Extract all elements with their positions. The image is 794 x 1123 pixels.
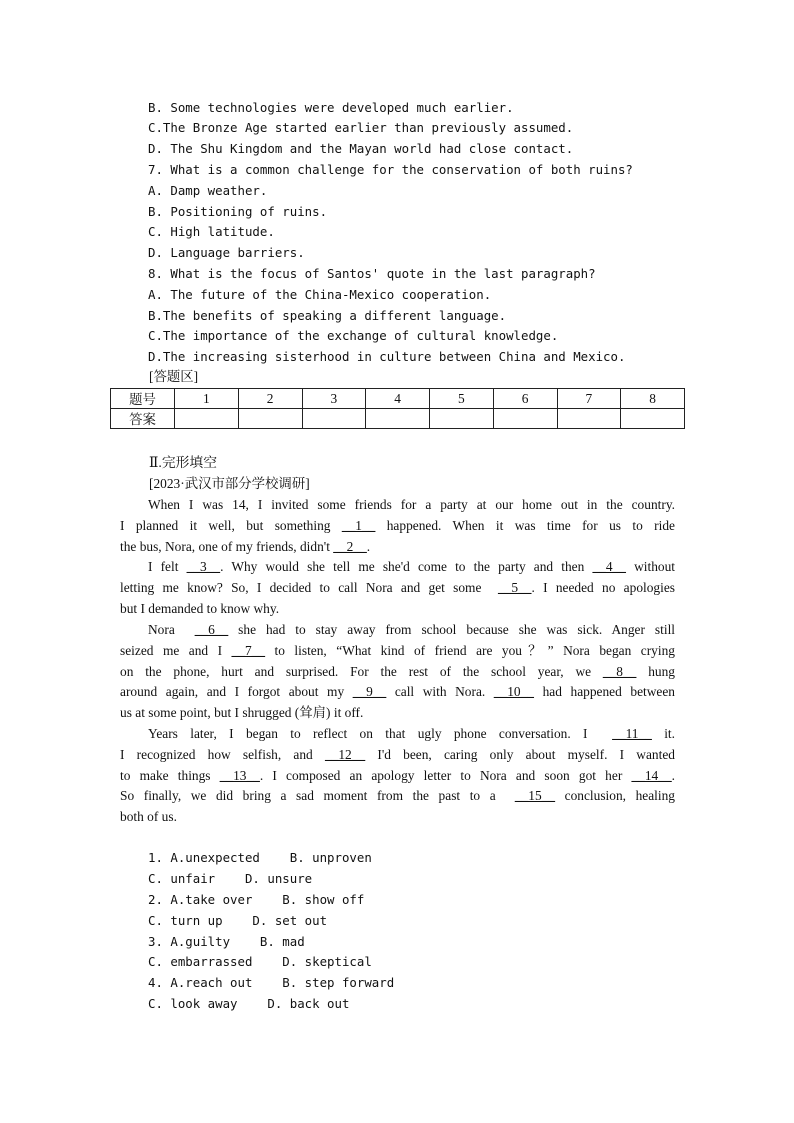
question-number-cell: 2 xyxy=(238,389,302,409)
option-line: C. embarrassed D. skeptical xyxy=(148,954,372,969)
passage-line: Years later, I began to reflect on that ugly phone conversation. I __11__ it. xyxy=(148,726,675,741)
answer-cell[interactable] xyxy=(366,409,430,429)
passage-paragraph-4 xyxy=(120,724,675,828)
option-line: B.The benefits of speaking a different language. xyxy=(148,308,507,323)
passage-line: us at some point, but I shrugged (耸肩) it off. xyxy=(120,705,364,721)
passage-line: letting me know? So, I decided to call Nora and get some __5__. I needed no apologies xyxy=(120,579,676,595)
answer-cell[interactable] xyxy=(430,409,494,429)
blank-number: __15__ xyxy=(514,788,556,804)
question-number-cell: 3 xyxy=(302,389,366,409)
option-line: C. look away D. back out xyxy=(148,996,350,1011)
passage-line: I felt __3__. Why would she tell me she'd come to the party and then __4__ without xyxy=(148,559,676,574)
blank-number: __9__ xyxy=(352,684,387,700)
passage-line: on the phone, hurt and surprised. For the rest of the school year, we __8__ hung xyxy=(120,663,675,679)
answer-cell[interactable] xyxy=(493,409,557,429)
section-heading: Ⅱ.完形填空 xyxy=(149,455,218,470)
option-line: C.The importance of the exchange of cultural knowledge. xyxy=(148,328,559,343)
answer-cell[interactable] xyxy=(302,409,366,429)
blank-number: __14__ xyxy=(631,767,672,783)
question-number-cell: 7 xyxy=(557,389,621,409)
option-line: D. Language barriers. xyxy=(148,245,305,260)
answer-cell[interactable] xyxy=(238,409,302,429)
option-line: C.The Bronze Age started earlier than previously assumed. xyxy=(148,120,574,135)
blank-number: __6__ xyxy=(194,622,229,637)
question-number-cell: 8 xyxy=(621,389,685,409)
blank-number: __4__ xyxy=(592,559,626,574)
answer-cell[interactable] xyxy=(621,409,685,429)
blank-number: __7__ xyxy=(231,642,266,658)
blank-number: __3__ xyxy=(186,559,221,574)
option-line: 2. A.take over B. show off xyxy=(148,892,365,907)
option-line: 3. A.guilty B. mad xyxy=(148,934,305,949)
option-line: C. unfair D. unsure xyxy=(148,871,313,886)
passage-paragraph-1 xyxy=(120,495,675,557)
option-line: B. Positioning of ruins. xyxy=(148,204,328,219)
blank-number: __5__ xyxy=(497,579,532,595)
passage-line: but I demanded to know why. xyxy=(120,600,280,616)
passage-line: to make things __13__. I composed an apology letter to Nora and soon got her __14__. xyxy=(120,767,675,783)
answer-table xyxy=(110,388,685,429)
question-number-cell: 1 xyxy=(175,389,239,409)
row-label-answer: 答案 xyxy=(111,409,175,429)
passage-paragraph-2 xyxy=(120,557,675,619)
passage-line: I planned it well, but something __1__ happened. When it was time for us to ride xyxy=(120,517,675,533)
blank-number: __13__ xyxy=(219,767,260,783)
blank-number: __11__ xyxy=(612,726,652,741)
question-7: 7. What is a common challenge for the conservation of both ruins? xyxy=(148,162,633,177)
passage-line: I recognized how selfish, and __12__ I'd been, caring only about myself. I wanted xyxy=(120,746,675,762)
answer-cell[interactable] xyxy=(557,409,621,429)
blank-number: __8__ xyxy=(602,663,637,679)
passage-line: Nora __6__ she had to stay away from school because she was sick. Anger still xyxy=(148,622,676,637)
passage-paragraph-3 xyxy=(120,620,675,724)
option-line: A. Damp weather. xyxy=(148,183,268,198)
passage-line: around again, and I forgot about my __9__ call with Nora. __10__ had happened between xyxy=(120,684,676,700)
passage-line: So finally, we did bring a sad moment from the past to a __15__ conclusion, healing xyxy=(120,788,675,804)
option-line: A. The future of the China-Mexico cooperation. xyxy=(148,287,492,302)
question-number-cell: 6 xyxy=(493,389,557,409)
blank-number: __12__ xyxy=(324,746,366,762)
passage-line: both of us. xyxy=(120,809,177,825)
blank-number: __1__ xyxy=(341,517,376,533)
option-line: D. The Shu Kingdom and the Mayan world had close contact. xyxy=(148,141,574,156)
passage-line: seized me and I __7__ to listen, “What kind of friend are you？” Nora began crying xyxy=(120,642,675,658)
answer-cell[interactable] xyxy=(175,409,239,429)
option-line: 1. A.unexpected B. unproven xyxy=(148,850,372,865)
option-line: B. Some technologies were developed much earlier. xyxy=(148,100,514,115)
option-line: 4. A.reach out B. step forward xyxy=(148,975,395,990)
row-label-number: 题号 xyxy=(111,389,175,409)
option-line: C. High latitude. xyxy=(148,224,275,239)
question-8: 8. What is the focus of Santos' quote in the last paragraph? xyxy=(148,266,596,281)
passage-line: When I was 14, I invited some friends for a party at our home out in the country. xyxy=(148,497,675,512)
blank-number: __2__ xyxy=(333,538,367,554)
option-line: C. turn up D. set out xyxy=(148,913,328,928)
answer-area-caption: [答题区] xyxy=(149,369,199,384)
section-source: [2023·武汉市部分学校调研] xyxy=(149,476,310,491)
option-line: D.The increasing sisterhood in culture between China and Mexico. xyxy=(148,349,626,364)
blank-number: __10__ xyxy=(493,684,534,700)
table-row xyxy=(111,389,685,409)
table-row xyxy=(111,409,685,429)
question-number-cell: 4 xyxy=(366,389,430,409)
passage-line: the bus, Nora, one of my friends, didn't __2__. xyxy=(120,538,371,554)
question-number-cell: 5 xyxy=(430,389,494,409)
